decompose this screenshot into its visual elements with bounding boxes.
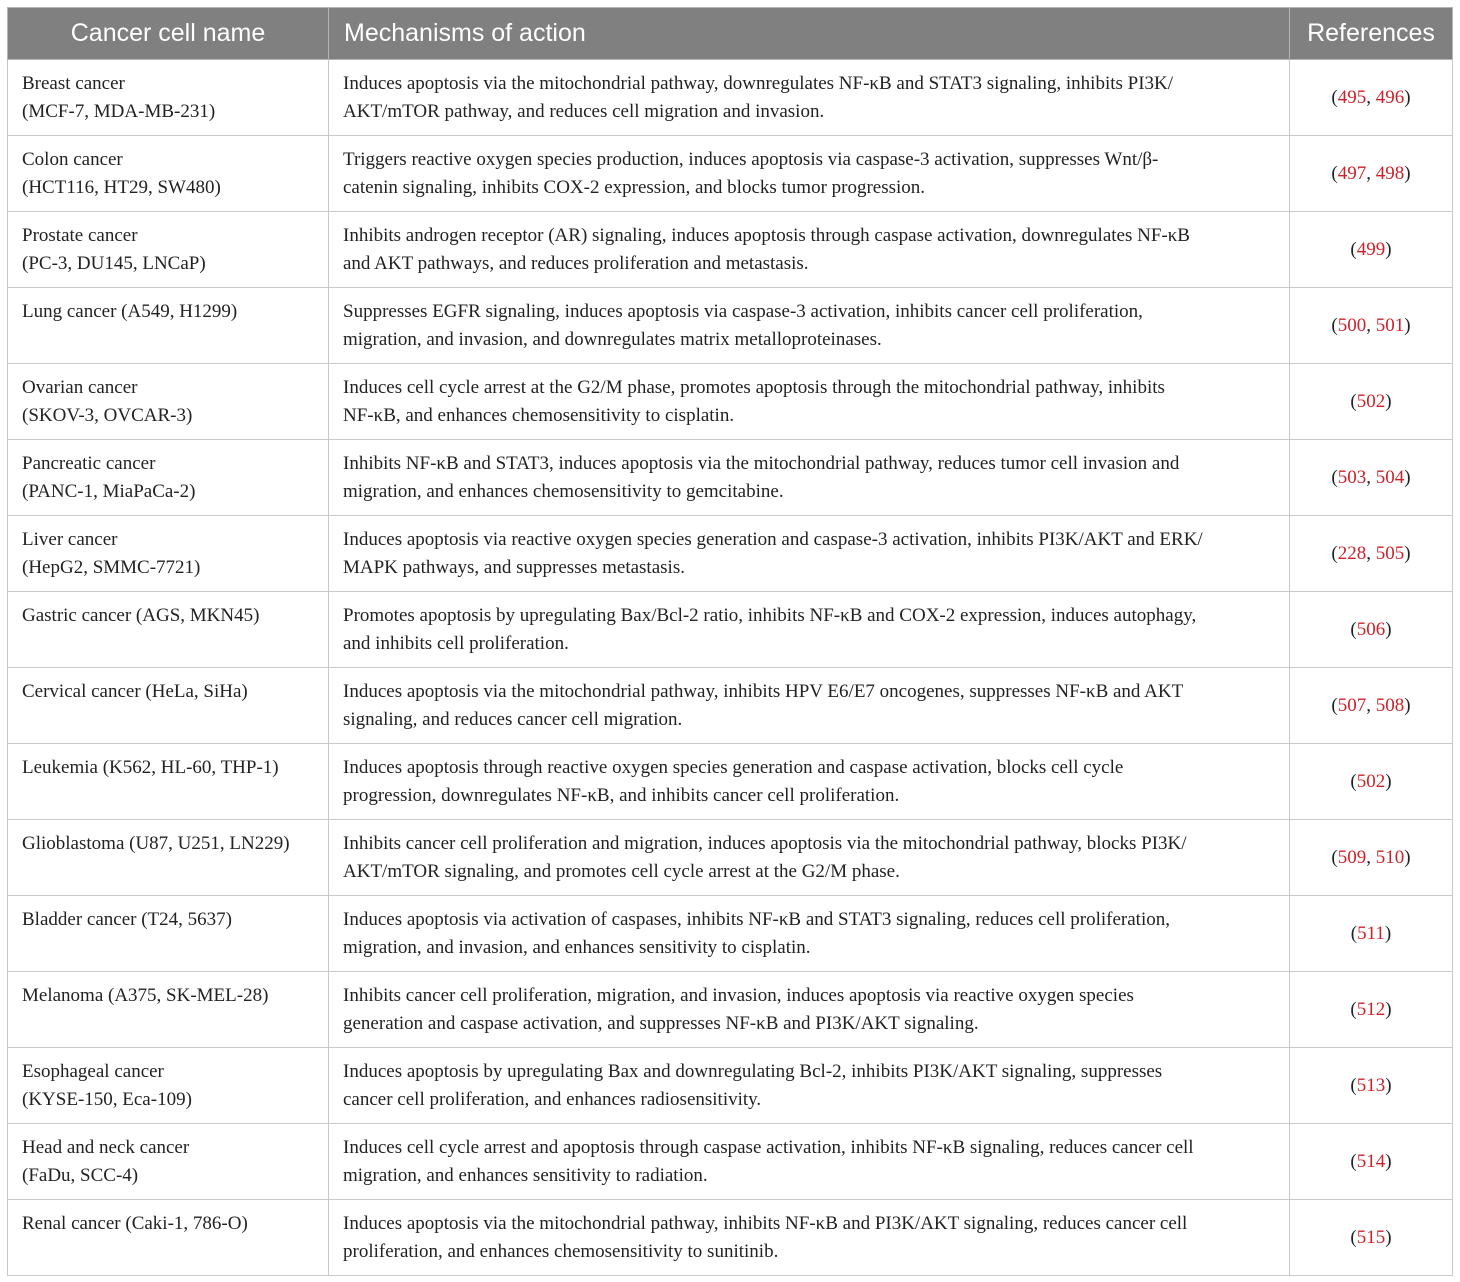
table-row [8,1200,1453,1276]
mechanism-line: migration, and enhances sensitivity to radiation. [343,1164,708,1186]
mechanism-cell [329,288,1290,364]
references-cell: (503, 504) [1290,440,1453,516]
cancer-cell-name-cell [8,972,329,1048]
table-row [8,60,1453,136]
table-row [8,668,1453,744]
references-cell: (500, 501) [1290,288,1453,364]
cancer-cell-name-line: Bladder cancer (T24, 5637) [22,908,232,930]
reference-link[interactable]: 509 [1337,846,1367,868]
table-row [8,516,1453,592]
reference-link[interactable]: 506 [1356,618,1386,640]
table-body [8,60,1453,1276]
mechanism-line: migration, and invasion, and enhances sensitivity to cisplatin. [343,936,811,958]
cancer-cell-name-line: Liver cancer [22,528,118,550]
references-cell: (509, 510) [1290,820,1453,896]
references-cell: (515) [1290,1200,1453,1276]
cancer-cell-name-line: Ovarian cancer [22,376,138,398]
table-row [8,440,1453,516]
references-cell: (507, 508) [1290,668,1453,744]
cancer-mechanisms-table [7,7,1453,1276]
mechanism-line: progression, downregulates NF-κB, and inhibits cancer cell proliferation. [343,784,900,806]
mechanism-cell [329,1200,1290,1276]
header-cancer-cell-name: Cancer cell name [8,8,329,60]
cancer-cell-name-line [22,326,314,354]
cancer-cell-name-line: (PANC-1, MiaPaCa-2) [22,480,196,502]
table-row [8,972,1453,1048]
cancer-cell-name-cell [8,592,329,668]
mechanism-line: Induces cell cycle arrest and apoptosis through caspase activation, inhibits NF-κB signaling, reduces cancer cell [343,1136,1194,1158]
mechanism-cell [329,820,1290,896]
table-row [8,1048,1453,1124]
mechanism-line: migration, and enhances chemosensitivity to gemcitabine. [343,480,784,502]
mechanism-line: AKT/mTOR signaling, and promotes cell cycle arrest at the G2/M phase. [343,860,900,882]
cancer-cell-name-cell [8,212,329,288]
mechanism-cell [329,136,1290,212]
cancer-cell-name-line: Breast cancer [22,72,125,94]
references-cell: (502) [1290,364,1453,440]
references-cell: (495, 496) [1290,60,1453,136]
mechanism-line: and inhibits cell proliferation. [343,632,569,654]
mechanism-line: Promotes apoptosis by upregulating Bax/Bcl-2 ratio, inhibits NF-κB and COX-2 expression, induces autophagy, [343,604,1197,626]
mechanism-line: generation and caspase activation, and suppresses NF-κB and PI3K/AKT signaling. [343,1012,979,1034]
cancer-cell-name-cell [8,896,329,972]
cancer-cell-name-cell [8,744,329,820]
references-cell: (502) [1290,744,1453,820]
table-row [8,820,1453,896]
cancer-cell-name-line: Prostate cancer [22,224,138,246]
mechanism-line: Induces apoptosis through reactive oxygen species generation and caspase activation, blocks cell cycle [343,756,1124,778]
reference-link[interactable]: 228 [1337,542,1367,564]
cancer-cell-name-cell [8,1048,329,1124]
mechanism-cell [329,668,1290,744]
header-row [8,8,1453,60]
references-cell: (497, 498) [1290,136,1453,212]
mechanism-line: Induces apoptosis via reactive oxygen species generation and caspase-3 activation, inhibits PI3K/AKT and ERK/ [343,528,1203,550]
cancer-cell-name-line [22,630,314,658]
reference-link[interactable]: 500 [1337,314,1367,336]
cancer-cell-name-line: (SKOV-3, OVCAR-3) [22,404,193,426]
mechanism-line: Induces apoptosis via the mitochondrial pathway, inhibits NF-κB and PI3K/AKT signaling, reduces cancer cell [343,1212,1188,1234]
cancer-cell-name-cell [8,60,329,136]
mechanism-line: proliferation, and enhances chemosensitivity to sunitinib. [343,1240,779,1262]
reference-link[interactable]: 511 [1357,922,1385,944]
cancer-cell-name-line: Head and neck cancer [22,1136,190,1158]
reference-link[interactable]: 495 [1337,86,1367,108]
table-header [8,8,1453,60]
cancer-cell-name-line [22,858,314,886]
cancer-cell-name-line [22,1238,314,1266]
references-cell: (499) [1290,212,1453,288]
cancer-cell-name-line: (KYSE-150, Eca-109) [22,1088,192,1110]
reference-link[interactable]: 514 [1356,1150,1386,1172]
cancer-cell-name-cell [8,516,329,592]
mechanism-cell [329,516,1290,592]
mechanism-line: AKT/mTOR pathway, and reduces cell migration and invasion. [343,100,825,122]
references-cell: (228, 505) [1290,516,1453,592]
mechanism-line: Induces apoptosis via the mitochondrial pathway, inhibits HPV E6/E7 oncogenes, suppresses NF-κB and AKT [343,680,1184,702]
mechanism-line: cancer cell proliferation, and enhances radiosensitivity. [343,1088,762,1110]
references-cell: (512) [1290,972,1453,1048]
cancer-cell-name-line: (HCT116, HT29, SW480) [22,176,221,198]
mechanism-line: Inhibits cancer cell proliferation and migration, induces apoptosis via the mitochondrial pathway, blocks PI3K/ [343,832,1187,854]
mechanism-cell [329,744,1290,820]
header-mechanisms: Mechanisms of action [329,8,1290,60]
table-row [8,744,1453,820]
mechanism-line: Inhibits androgen receptor (AR) signaling, induces apoptosis through caspase activation, downregulates NF-κB [343,224,1190,246]
cancer-cell-name-line [22,706,314,734]
mechanism-cell [329,60,1290,136]
cancer-cell-name-line: Leukemia (K562, HL-60, THP-1) [22,756,279,778]
mechanism-cell [329,972,1290,1048]
references-cell: (513) [1290,1048,1453,1124]
cancer-cell-name-line: (MCF-7, MDA-MB-231) [22,100,216,122]
reference-link[interactable]: 507 [1337,694,1367,716]
mechanism-line: and AKT pathways, and reduces proliferation and metastasis. [343,252,809,274]
cancer-cell-name-line: (FaDu, SCC-4) [22,1164,139,1186]
reference-link[interactable]: 510 [1375,846,1405,868]
cancer-cell-name-line [22,934,314,962]
mechanism-line: Triggers reactive oxygen species production, induces apoptosis via caspase-3 activation, suppresses Wnt/β- [343,148,1159,170]
mechanism-line: Induces cell cycle arrest at the G2/M phase, promotes apoptosis through the mitochondrial pathway, inhibits [343,376,1165,398]
mechanism-cell [329,592,1290,668]
cancer-cell-name-line: (PC-3, DU145, LNCaP) [22,252,206,274]
cancer-cell-name-cell [8,1124,329,1200]
cancer-cell-name-cell [8,440,329,516]
reference-link[interactable]: 502 [1356,770,1386,792]
mechanism-cell [329,364,1290,440]
cancer-cell-name-line: Esophageal cancer [22,1060,164,1082]
cancer-cell-name-cell [8,136,329,212]
mechanism-line: NF-κB, and enhances chemosensitivity to cisplatin. [343,404,735,426]
mechanism-cell [329,212,1290,288]
cancer-cell-name-line: Renal cancer (Caki-1, 786-O) [22,1212,248,1234]
mechanism-line: MAPK pathways, and suppresses metastasis. [343,556,685,578]
table-row [8,896,1453,972]
mechanism-line: catenin signaling, inhibits COX-2 expression, and blocks tumor progression. [343,176,926,198]
cancer-cell-name-line: Glioblastoma (U87, U251, LN229) [22,832,290,854]
reference-link[interactable]: 512 [1356,998,1386,1020]
reference-link[interactable]: 503 [1337,466,1367,488]
reference-link[interactable]: 515 [1356,1226,1386,1248]
mechanism-line: signaling, and reduces cancer cell migration. [343,708,683,730]
cancer-cell-name-line: Pancreatic cancer [22,452,156,474]
cancer-cell-name-line: Lung cancer (A549, H1299) [22,300,238,322]
cancer-cell-name-cell [8,288,329,364]
mechanism-line: Induces apoptosis via the mitochondrial pathway, downregulates NF-κB and STAT3 signaling, inhibits PI3K/ [343,72,1174,94]
mechanism-line: Induces apoptosis via activation of caspases, inhibits NF-κB and STAT3 signaling, reduces cell proliferation, [343,908,1170,930]
table-row [8,1124,1453,1200]
table-row [8,212,1453,288]
cancer-cell-name-line: Melanoma (A375, SK-MEL-28) [22,984,269,1006]
reference-link[interactable]: 505 [1375,542,1405,564]
references-cell: (506) [1290,592,1453,668]
reference-link[interactable]: 502 [1356,390,1386,412]
reference-link[interactable]: 497 [1337,162,1367,184]
cancer-cell-name-cell [8,820,329,896]
cancer-cell-name-line: Cervical cancer (HeLa, SiHa) [22,680,248,702]
header-references: References [1290,8,1453,60]
cancer-cell-name-cell [8,364,329,440]
table-row [8,364,1453,440]
cancer-cell-name-line [22,1010,314,1038]
cancer-cell-name-line [22,782,314,810]
mechanism-cell [329,896,1290,972]
reference-link[interactable]: 513 [1356,1074,1386,1096]
mechanism-line: migration, and invasion, and downregulates matrix metalloproteinases. [343,328,882,350]
mechanism-cell [329,440,1290,516]
table-row [8,288,1453,364]
references-cell: (511) [1290,896,1453,972]
cancer-cell-name-cell [8,668,329,744]
table-row [8,592,1453,668]
cancer-cell-name-line: Gastric cancer (AGS, MKN45) [22,604,260,626]
cancer-cell-name-cell [8,1200,329,1276]
mechanism-line: Inhibits NF-κB and STAT3, induces apoptosis via the mitochondrial pathway, reduces tumor cell invasion and [343,452,1180,474]
reference-link[interactable]: 508 [1375,694,1405,716]
mechanism-cell [329,1124,1290,1200]
mechanism-line: Suppresses EGFR signaling, induces apoptosis via caspase-3 activation, inhibits cancer cell proliferation, [343,300,1143,322]
mechanism-line: Inhibits cancer cell proliferation, migration, and invasion, induces apoptosis via reactive oxygen species [343,984,1134,1006]
table-row [8,136,1453,212]
mechanism-cell [329,1048,1290,1124]
cancer-cell-name-line: Colon cancer [22,148,123,170]
reference-link[interactable]: 501 [1375,314,1405,336]
reference-link[interactable]: 504 [1375,466,1405,488]
references-cell: (514) [1290,1124,1453,1200]
reference-link[interactable]: 496 [1375,86,1405,108]
reference-link[interactable]: 499 [1356,238,1386,260]
reference-link[interactable]: 498 [1375,162,1405,184]
cancer-cell-name-line: (HepG2, SMMC-7721) [22,556,201,578]
mechanism-line: Induces apoptosis by upregulating Bax and downregulating Bcl-2, inhibits PI3K/AKT signaling, suppresses [343,1060,1163,1082]
